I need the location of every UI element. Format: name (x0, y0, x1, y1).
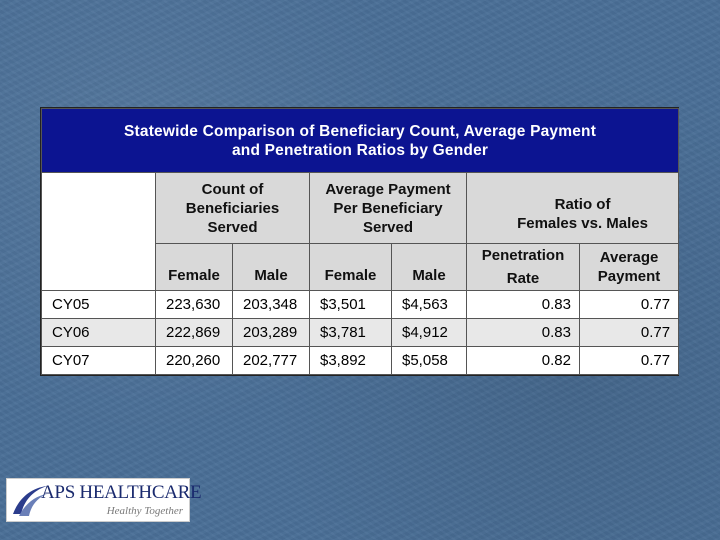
row-year: CY07 (42, 347, 156, 375)
subheader-male-payment: Male (392, 244, 467, 291)
count-male-cell: 202,777 (233, 347, 310, 375)
penetration-ratio-cell: 0.82 (467, 347, 580, 375)
subheader-penetration-rate: Penetration Rate (467, 244, 580, 291)
table-title-line-1: Statewide Comparison of Beneficiary Count, Average Payment (123, 122, 597, 140)
payment-male-cell: $5,058 (392, 347, 467, 375)
logo-tagline: Healthy Together (106, 505, 183, 517)
subheader-female: Female (156, 244, 233, 291)
count-male-cell: 203,289 (233, 319, 310, 347)
penetration-ratio-cell: 0.83 (467, 291, 580, 319)
table-title-line-2: and Penetration Ratios by Gender (231, 141, 489, 159)
comparison-table-container (40, 107, 679, 376)
payment-male-cell: $4,563 (392, 291, 467, 319)
row-year: CY06 (42, 319, 156, 347)
header-average-payment: Average Payment Per Beneficiary Served (310, 173, 467, 244)
table-row (42, 347, 679, 375)
penetration-ratio-cell: 0.83 (467, 319, 580, 347)
row-year: CY05 (42, 291, 156, 319)
aps-healthcare-logo (6, 478, 202, 522)
subheader-male: Male (233, 244, 310, 291)
count-female-cell: 223,630 (156, 291, 233, 319)
header-count-beneficiaries: Count of Beneficiaries Served (156, 173, 310, 244)
header-ratio: Ratio of Females vs. Males (467, 173, 679, 244)
subheader-female-payment: Female (310, 244, 392, 291)
payment-ratio-cell: 0.77 (580, 347, 679, 375)
payment-male-cell: $4,912 (392, 319, 467, 347)
count-male-cell: 203,348 (233, 291, 310, 319)
table-title (42, 109, 679, 173)
payment-female-cell: $3,501 (310, 291, 392, 319)
payment-female-cell: $3,892 (310, 347, 392, 375)
comparison-table (41, 108, 679, 375)
count-female-cell: 220,260 (156, 347, 233, 375)
subheader-average-payment-ratio: Average Payment (580, 244, 679, 291)
logo-name: APS HEALTHCARE (41, 482, 202, 503)
header-corner (42, 173, 156, 291)
table-row (42, 291, 679, 319)
count-female-cell: 222,869 (156, 319, 233, 347)
payment-ratio-cell: 0.77 (580, 319, 679, 347)
payment-ratio-cell: 0.77 (580, 291, 679, 319)
payment-female-cell: $3,781 (310, 319, 392, 347)
table-row (42, 319, 679, 347)
